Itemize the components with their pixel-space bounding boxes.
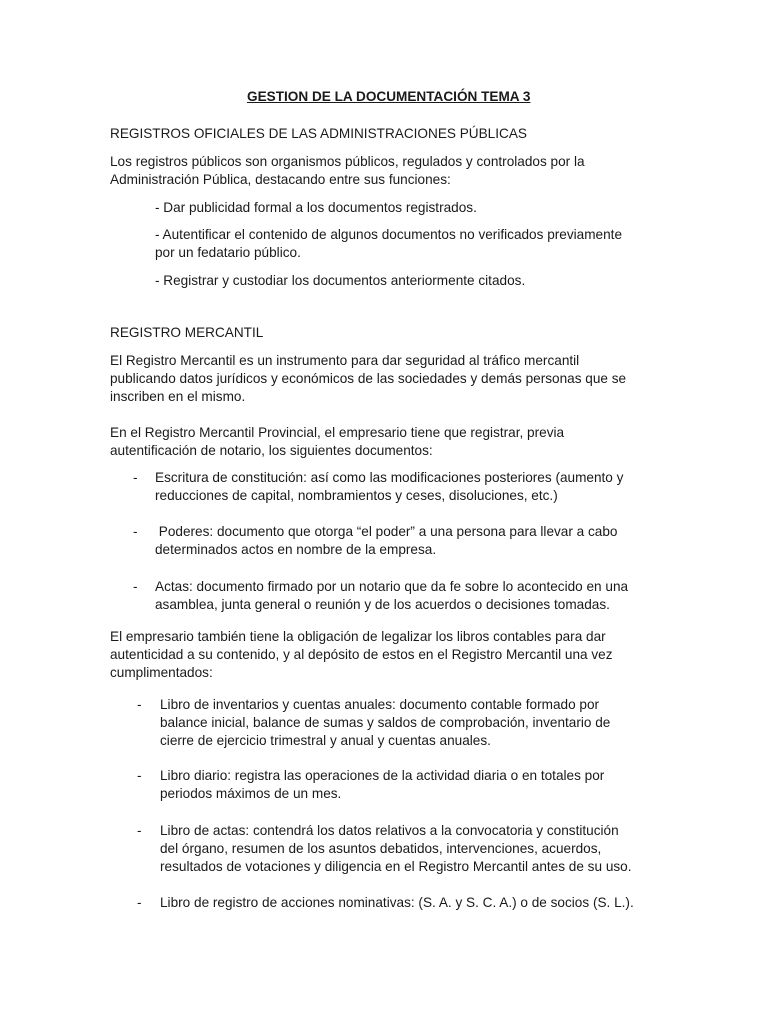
para2-line-2: autentificación de notario, los siguientes documentos: xyxy=(110,443,433,458)
para1-line-2: publicando datos jurídicos y económicos de las sociedades y demás personas que se xyxy=(110,371,627,386)
intro-line-2: Administración Pública, destacando entre sus funciones: xyxy=(110,172,451,187)
function-item-1: - Dar publicidad formal a los documentos registrados. xyxy=(155,200,477,215)
para2-line-1: En el Registro Mercantil Provincial, el empresario tiene que registrar, previa xyxy=(110,425,565,440)
function-item-2-line-1: - Autentificar el contenido de algunos documentos no verificados previamente xyxy=(155,227,622,242)
list-bullet-dash: - xyxy=(137,697,142,712)
book-item-2-line-2: periodos máximos de un mes. xyxy=(160,786,342,801)
document-item-2-line-2: determinados actos en nombre de la empresa. xyxy=(155,542,437,557)
list-bullet-dash: - xyxy=(137,895,142,910)
list-bullet-dash: - xyxy=(133,579,138,594)
book-item-1-line-2: balance inicial, balance de sumas y saldos de comprobación, inventario de xyxy=(160,715,611,730)
section-heading-registro-mercantil: REGISTRO MERCANTIL xyxy=(110,325,264,340)
para3-line-3: cumplimentados: xyxy=(110,665,213,680)
para1-line-1: El Registro Mercantil es un instrumento para dar seguridad al tráfico mercantil xyxy=(110,353,580,368)
para1-line-3: inscriben en el mismo. xyxy=(110,389,246,404)
intro-line-1: Los registros públicos son organismos públicos, regulados y controlados por la xyxy=(110,154,585,169)
book-item-3-line-3: resultados de votaciones y diligencia en el Registro Mercantil antes de su uso. xyxy=(160,859,632,874)
document-item-1-line-2: reducciones de capital, nombramientos y ceses, disoluciones, etc.) xyxy=(155,488,558,503)
book-item-3-line-2: del órgano, resumen de los asuntos debatidos, intervenciones, acuerdos, xyxy=(160,841,602,856)
document-title: GESTION DE LA DOCUMENTACIÓN TEMA 3 xyxy=(247,89,531,104)
list-bullet-dash: - xyxy=(137,823,142,838)
book-item-1-line-1: Libro de inventarios y cuentas anuales: documento contable formado por xyxy=(160,697,600,712)
section-heading-registros: REGISTROS OFICIALES DE LAS ADMINISTRACIONES PÚBLICAS xyxy=(110,126,527,141)
book-item-3-line-1: Libro de actas: contendrá los datos relativos a la convocatoria y constitución xyxy=(160,823,619,838)
list-bullet-dash: - xyxy=(133,524,138,539)
document-item-1-line-1: Escritura de constitución: así como las modificaciones posteriores (aumento y xyxy=(155,470,624,485)
function-item-2-line-2: por un fedatario público. xyxy=(155,245,301,260)
document-item-3-line-2: asamblea, junta general o reunión y de los acuerdos o decisiones tomadas. xyxy=(155,597,610,612)
list-bullet-dash: - xyxy=(137,768,142,783)
book-item-2-line-1: Libro diario: registra las operaciones de la actividad diaria o en totales por xyxy=(160,768,605,783)
para3-line-2: autenticidad a su contenido, y al depósito de estos en el Registro Mercantil una vez xyxy=(110,647,613,662)
list-bullet-dash: - xyxy=(133,470,138,485)
document-item-2-line-1: Poderes: documento que otorga “el poder” a una persona para llevar a cabo xyxy=(155,524,618,539)
document-item-3-line-1: Actas: documento firmado por un notario que da fe sobre lo acontecido en una xyxy=(155,579,629,594)
book-item-1-line-3: cierre de ejercicio trimestral y anual y cuentas anuales. xyxy=(160,733,491,748)
para3-line-1: El empresario también tiene la obligación de legalizar los libros contables para dar xyxy=(110,629,606,644)
book-item-4: Libro de registro de acciones nominativas: (S. A. y S. C. A.) o de socios (S. L.). xyxy=(160,895,634,910)
function-item-3: - Registrar y custodiar los documentos anteriormente citados. xyxy=(155,273,526,288)
